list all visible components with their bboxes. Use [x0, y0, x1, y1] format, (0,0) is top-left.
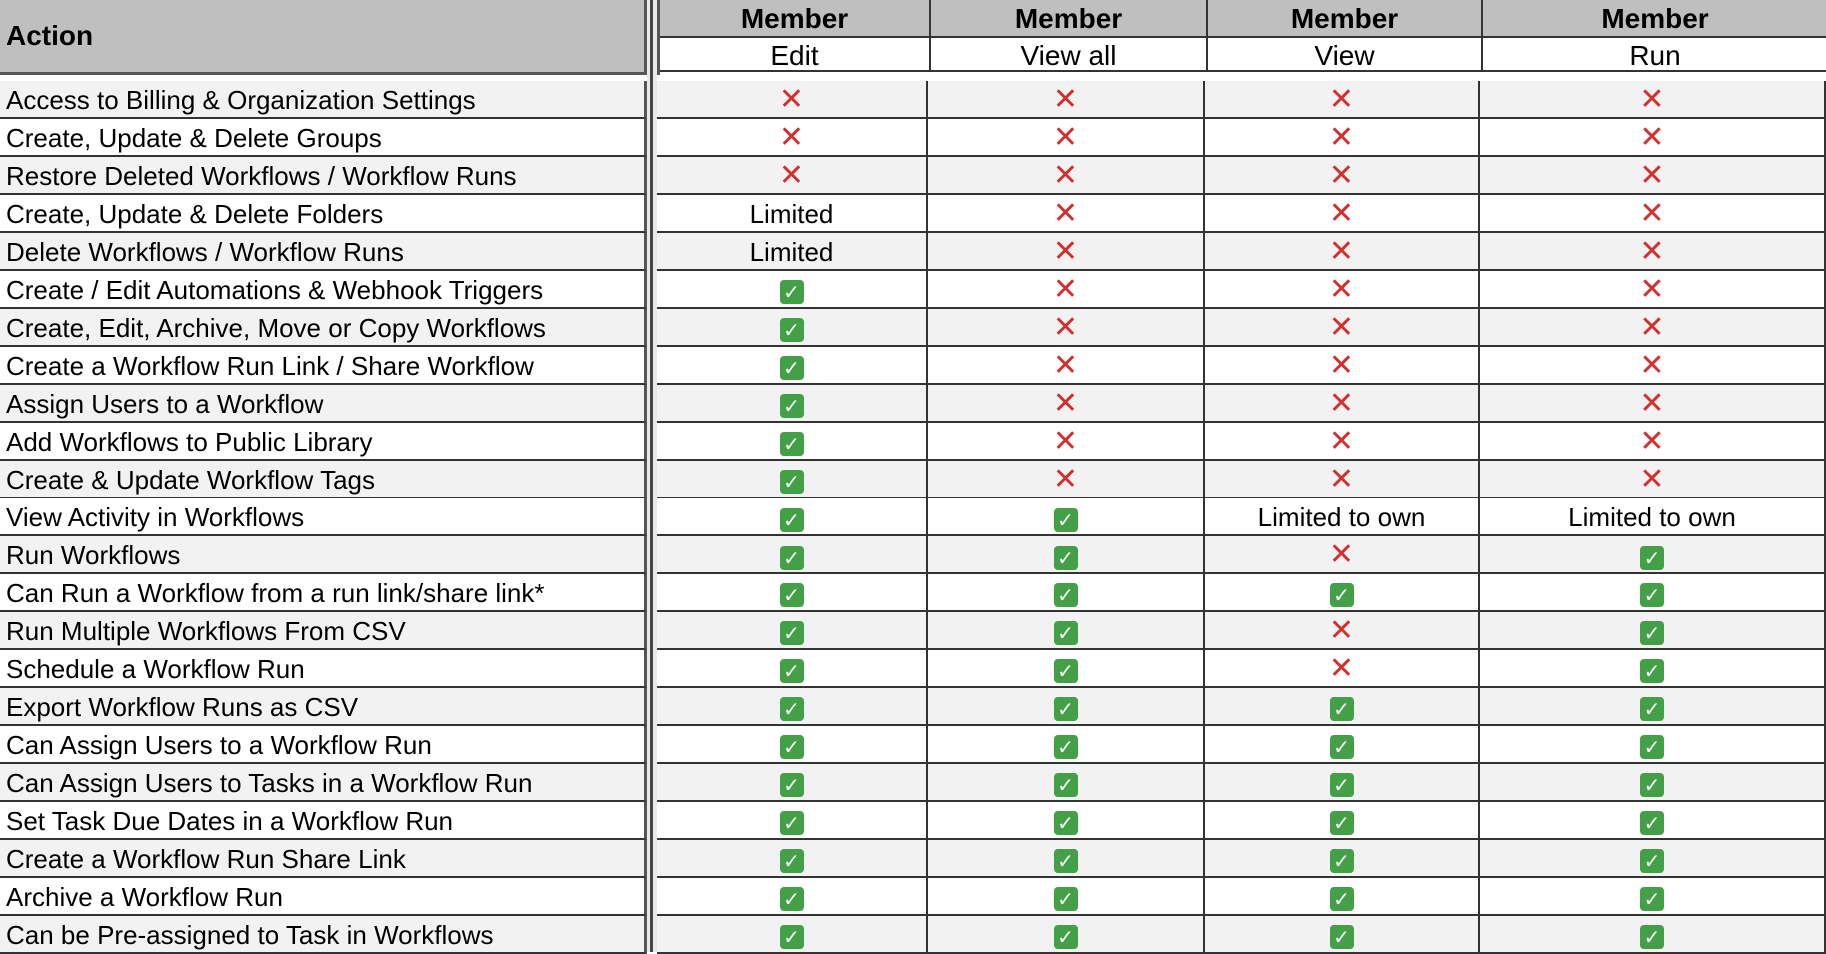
check-icon: ✓ — [1640, 583, 1664, 607]
table-row — [0, 574, 1826, 612]
action-label: Can be Pre-assigned to Task in Workflows — [0, 916, 647, 954]
permission-cell — [1205, 309, 1480, 347]
permission-cell — [1205, 271, 1480, 309]
role-header-bottom: Run — [1483, 38, 1826, 72]
permission-cell — [1480, 688, 1826, 726]
permission-cell — [1205, 650, 1480, 688]
x-icon: ✕ — [1328, 309, 1355, 345]
action-label: Add Workflows to Public Library — [0, 423, 647, 461]
x-icon: ✕ — [1639, 195, 1665, 231]
permission-cell — [928, 840, 1205, 878]
permission-cell — [1480, 802, 1826, 840]
permission-cell — [928, 612, 1205, 650]
permission-cell — [1480, 840, 1826, 878]
permission-cell — [1480, 726, 1826, 764]
permission-cell — [928, 802, 1205, 840]
check-icon: ✓ — [1054, 811, 1078, 835]
check-icon: ✓ — [1054, 508, 1078, 532]
table-row — [0, 688, 1826, 726]
action-label: Create, Update & Delete Folders — [0, 195, 647, 233]
permission-cell — [1205, 726, 1480, 764]
action-label: Set Task Due Dates in a Workflow Run — [0, 802, 647, 840]
action-label: Assign Users to a Workflow — [0, 385, 647, 423]
x-icon: ✕ — [1328, 537, 1355, 573]
role-header-top: Member — [931, 0, 1208, 38]
table-row — [0, 461, 1826, 499]
role-header-bottom: View all — [931, 38, 1208, 72]
permission-cell — [928, 347, 1205, 385]
table-row — [0, 916, 1826, 954]
table-row — [0, 612, 1826, 650]
check-icon: ✓ — [1054, 773, 1078, 797]
x-icon: ✕ — [1052, 195, 1079, 231]
check-icon: ✓ — [1054, 659, 1078, 683]
table-row — [0, 271, 1826, 309]
permission-cell — [657, 385, 928, 423]
check-icon: ✓ — [1054, 697, 1078, 721]
check-icon: ✓ — [780, 432, 804, 456]
x-icon: ✕ — [1639, 82, 1665, 117]
table-row — [0, 498, 1826, 536]
check-icon: ✓ — [780, 280, 804, 304]
table-row — [0, 840, 1826, 878]
check-icon: ✓ — [780, 735, 804, 759]
permission-text: Limited — [749, 236, 834, 267]
permission-cell — [657, 574, 928, 612]
x-icon: ✕ — [1328, 233, 1355, 269]
check-icon: ✓ — [1330, 811, 1354, 835]
check-icon: ✓ — [780, 394, 804, 418]
check-icon: ✓ — [780, 811, 804, 835]
x-icon: ✕ — [1639, 119, 1665, 155]
check-icon: ✓ — [1640, 659, 1664, 683]
x-icon: ✕ — [1639, 157, 1665, 193]
check-icon: ✓ — [780, 697, 804, 721]
permission-cell — [1480, 385, 1826, 423]
role-header-bottom: Edit — [660, 38, 931, 72]
permission-cell — [1205, 536, 1480, 574]
x-icon: ✕ — [1052, 423, 1079, 459]
permission-cell — [928, 461, 1205, 499]
check-icon: ✓ — [1640, 735, 1664, 759]
permission-cell — [1205, 802, 1480, 840]
permission-cell — [1480, 309, 1826, 347]
action-label: Run Workflows — [0, 536, 647, 574]
permission-cell — [928, 688, 1205, 726]
permission-cell — [1480, 612, 1826, 650]
action-label: View Activity in Workflows — [0, 498, 647, 536]
check-icon: ✓ — [1330, 735, 1354, 759]
permission-cell — [657, 612, 928, 650]
role-header-top: Member — [1483, 0, 1826, 38]
x-icon: ✕ — [778, 119, 805, 155]
x-icon: ✕ — [1328, 461, 1355, 497]
check-icon: ✓ — [780, 849, 804, 873]
permission-cell — [1205, 81, 1480, 119]
table-row — [0, 233, 1826, 271]
x-icon: ✕ — [1052, 82, 1079, 117]
action-label: Create, Edit, Archive, Move or Copy Workflows — [0, 309, 647, 347]
check-icon: ✓ — [1330, 849, 1354, 873]
permission-cell — [928, 195, 1205, 233]
permission-cell — [1480, 233, 1826, 271]
check-icon: ✓ — [1054, 583, 1078, 607]
permission-cell — [657, 119, 928, 157]
table-row — [0, 423, 1826, 461]
permission-cell — [657, 271, 928, 309]
permission-cell — [1480, 574, 1826, 612]
permission-text: Limited — [749, 198, 834, 229]
permission-cell — [1205, 461, 1480, 499]
x-icon: ✕ — [1639, 309, 1665, 345]
x-icon: ✕ — [1328, 119, 1355, 155]
action-label: Create a Workflow Run Share Link — [0, 840, 647, 878]
permission-cell — [1480, 119, 1826, 157]
x-icon: ✕ — [1328, 613, 1355, 649]
permission-cell — [928, 726, 1205, 764]
x-icon: ✕ — [1328, 157, 1355, 193]
x-icon: ✕ — [1328, 423, 1355, 459]
check-icon: ✓ — [1640, 811, 1664, 835]
permission-cell — [928, 878, 1205, 916]
check-icon: ✓ — [780, 659, 804, 683]
permission-cell — [1480, 461, 1826, 499]
permission-cell — [1480, 81, 1826, 119]
permission-cell — [1480, 157, 1826, 195]
check-icon: ✓ — [1054, 546, 1078, 570]
permission-cell — [1205, 574, 1480, 612]
action-header-label: Action — [6, 20, 94, 51]
check-icon: ✓ — [1330, 773, 1354, 797]
x-icon: ✕ — [1052, 347, 1079, 383]
check-icon: ✓ — [780, 583, 804, 607]
table-row — [0, 309, 1826, 347]
permission-cell — [1480, 195, 1826, 233]
permission-cell — [928, 309, 1205, 347]
action-column-header — [0, 0, 647, 75]
permission-cell — [1205, 119, 1480, 157]
x-icon: ✕ — [1052, 309, 1079, 345]
check-icon: ✓ — [1330, 925, 1354, 949]
permission-cell — [657, 157, 928, 195]
action-label: Create, Update & Delete Groups — [0, 119, 647, 157]
x-icon: ✕ — [1052, 461, 1079, 497]
x-icon: ✕ — [1052, 233, 1079, 269]
permission-cell — [1205, 498, 1480, 536]
x-icon: ✕ — [1328, 195, 1355, 231]
permission-cell — [1205, 688, 1480, 726]
permission-cell — [1205, 764, 1480, 802]
action-label: Can Run a Workflow from a run link/share link* — [0, 574, 647, 612]
action-label: Can Assign Users to a Workflow Run — [0, 726, 647, 764]
permission-cell — [928, 81, 1205, 119]
permission-cell — [1205, 878, 1480, 916]
role-header-top: Member — [660, 0, 931, 38]
x-icon: ✕ — [1052, 157, 1079, 193]
check-icon: ✓ — [1640, 887, 1664, 911]
permission-cell — [657, 81, 928, 119]
permission-cell — [1480, 536, 1826, 574]
x-icon: ✕ — [1052, 119, 1079, 155]
x-icon: ✕ — [1328, 82, 1355, 117]
role-header-bottom: View — [1208, 38, 1483, 72]
table-row — [0, 726, 1826, 764]
role-header-top: Member — [1208, 0, 1483, 38]
check-icon: ✓ — [1054, 887, 1078, 911]
permission-cell — [928, 498, 1205, 536]
permission-cell — [928, 119, 1205, 157]
check-icon: ✓ — [780, 887, 804, 911]
check-icon: ✓ — [780, 621, 804, 645]
table-row — [0, 536, 1826, 574]
table-row — [0, 119, 1826, 157]
permission-cell — [657, 878, 928, 916]
check-icon: ✓ — [1640, 546, 1664, 570]
permission-cell — [1480, 347, 1826, 385]
permission-cell — [657, 916, 928, 954]
permission-cell — [1480, 498, 1826, 536]
x-icon: ✕ — [1639, 347, 1665, 383]
permission-text: Limited to own — [1568, 502, 1736, 533]
check-icon: ✓ — [1640, 621, 1664, 645]
permission-cell — [657, 688, 928, 726]
permission-cell — [1480, 271, 1826, 309]
permission-cell — [1480, 423, 1826, 461]
x-icon: ✕ — [1052, 271, 1079, 307]
check-icon: ✓ — [780, 773, 804, 797]
action-label: Export Workflow Runs as CSV — [0, 688, 647, 726]
permission-cell — [1480, 916, 1826, 954]
permission-cell — [1205, 385, 1480, 423]
permission-cell — [928, 157, 1205, 195]
check-icon: ✓ — [1330, 697, 1354, 721]
permission-cell — [928, 764, 1205, 802]
x-icon: ✕ — [1328, 347, 1355, 383]
check-icon: ✓ — [780, 546, 804, 570]
table-row — [0, 385, 1826, 423]
permission-cell — [928, 385, 1205, 423]
permission-cell — [657, 726, 928, 764]
permission-cell — [928, 271, 1205, 309]
permission-cell — [657, 347, 928, 385]
permission-cell — [657, 461, 928, 499]
x-icon: ✕ — [778, 82, 805, 117]
permission-cell — [1205, 840, 1480, 878]
permission-cell — [1480, 878, 1826, 916]
permission-cell — [928, 574, 1205, 612]
permission-cell — [1205, 233, 1480, 271]
permission-cell — [1205, 916, 1480, 954]
action-label: Access to Billing & Organization Settings — [0, 81, 647, 119]
role-headers — [657, 0, 1826, 75]
check-icon: ✓ — [1054, 925, 1078, 949]
permission-cell — [657, 233, 928, 271]
permission-cell — [657, 764, 928, 802]
permission-cell — [1205, 347, 1480, 385]
table-row — [0, 347, 1826, 385]
x-icon: ✕ — [1639, 271, 1665, 307]
table-row — [0, 878, 1826, 916]
check-icon: ✓ — [780, 925, 804, 949]
permission-cell — [657, 309, 928, 347]
action-label: Schedule a Workflow Run — [0, 650, 647, 688]
permission-cell — [1480, 650, 1826, 688]
x-icon: ✕ — [1639, 233, 1665, 269]
check-icon: ✓ — [1640, 849, 1664, 873]
permission-cell — [1480, 764, 1826, 802]
permission-cell — [657, 840, 928, 878]
check-icon: ✓ — [1640, 773, 1664, 797]
check-icon: ✓ — [1330, 887, 1354, 911]
permission-cell — [657, 536, 928, 574]
x-icon: ✕ — [1639, 423, 1665, 459]
permission-cell — [928, 233, 1205, 271]
action-label: Can Assign Users to Tasks in a Workflow Run — [0, 764, 647, 802]
table-row — [0, 802, 1826, 840]
permission-cell — [1205, 157, 1480, 195]
permission-text: Limited to own — [1257, 502, 1426, 533]
permission-cell — [657, 650, 928, 688]
action-label: Archive a Workflow Run — [0, 878, 647, 916]
permission-cell — [657, 498, 928, 536]
table-row — [0, 157, 1826, 195]
permission-cell — [928, 536, 1205, 574]
x-icon: ✕ — [1052, 385, 1079, 421]
check-icon: ✓ — [780, 356, 804, 380]
check-icon: ✓ — [1054, 735, 1078, 759]
permission-cell — [928, 423, 1205, 461]
x-icon: ✕ — [1639, 385, 1665, 421]
permission-cell — [1205, 195, 1480, 233]
permission-cell — [657, 802, 928, 840]
check-icon: ✓ — [1640, 925, 1664, 949]
check-icon: ✓ — [1640, 697, 1664, 721]
x-icon: ✕ — [1639, 461, 1665, 497]
check-icon: ✓ — [780, 318, 804, 342]
permission-cell — [1205, 612, 1480, 650]
permission-cell — [928, 650, 1205, 688]
action-label: Delete Workflows / Workflow Runs — [0, 233, 647, 271]
check-icon: ✓ — [1054, 849, 1078, 873]
action-label: Create & Update Workflow Tags — [0, 461, 647, 499]
permission-cell — [928, 916, 1205, 954]
check-icon: ✓ — [1330, 583, 1354, 607]
action-label: Create / Edit Automations & Webhook Triggers — [0, 271, 647, 309]
x-icon: ✕ — [1328, 271, 1355, 307]
table-row — [0, 764, 1826, 802]
action-label: Run Multiple Workflows From CSV — [0, 612, 647, 650]
x-icon: ✕ — [778, 157, 805, 193]
permission-cell — [657, 423, 928, 461]
x-icon: ✕ — [1328, 385, 1355, 421]
check-icon: ✓ — [780, 470, 804, 494]
check-icon: ✓ — [780, 508, 804, 532]
action-label: Restore Deleted Workflows / Workflow Runs — [0, 157, 647, 195]
table-row — [0, 650, 1826, 688]
table-row — [0, 81, 1826, 119]
check-icon: ✓ — [1054, 621, 1078, 645]
action-label: Create a Workflow Run Link / Share Workflow — [0, 347, 647, 385]
permission-cell — [1205, 423, 1480, 461]
x-icon: ✕ — [1328, 651, 1355, 687]
table-row — [0, 195, 1826, 233]
permission-cell — [657, 195, 928, 233]
